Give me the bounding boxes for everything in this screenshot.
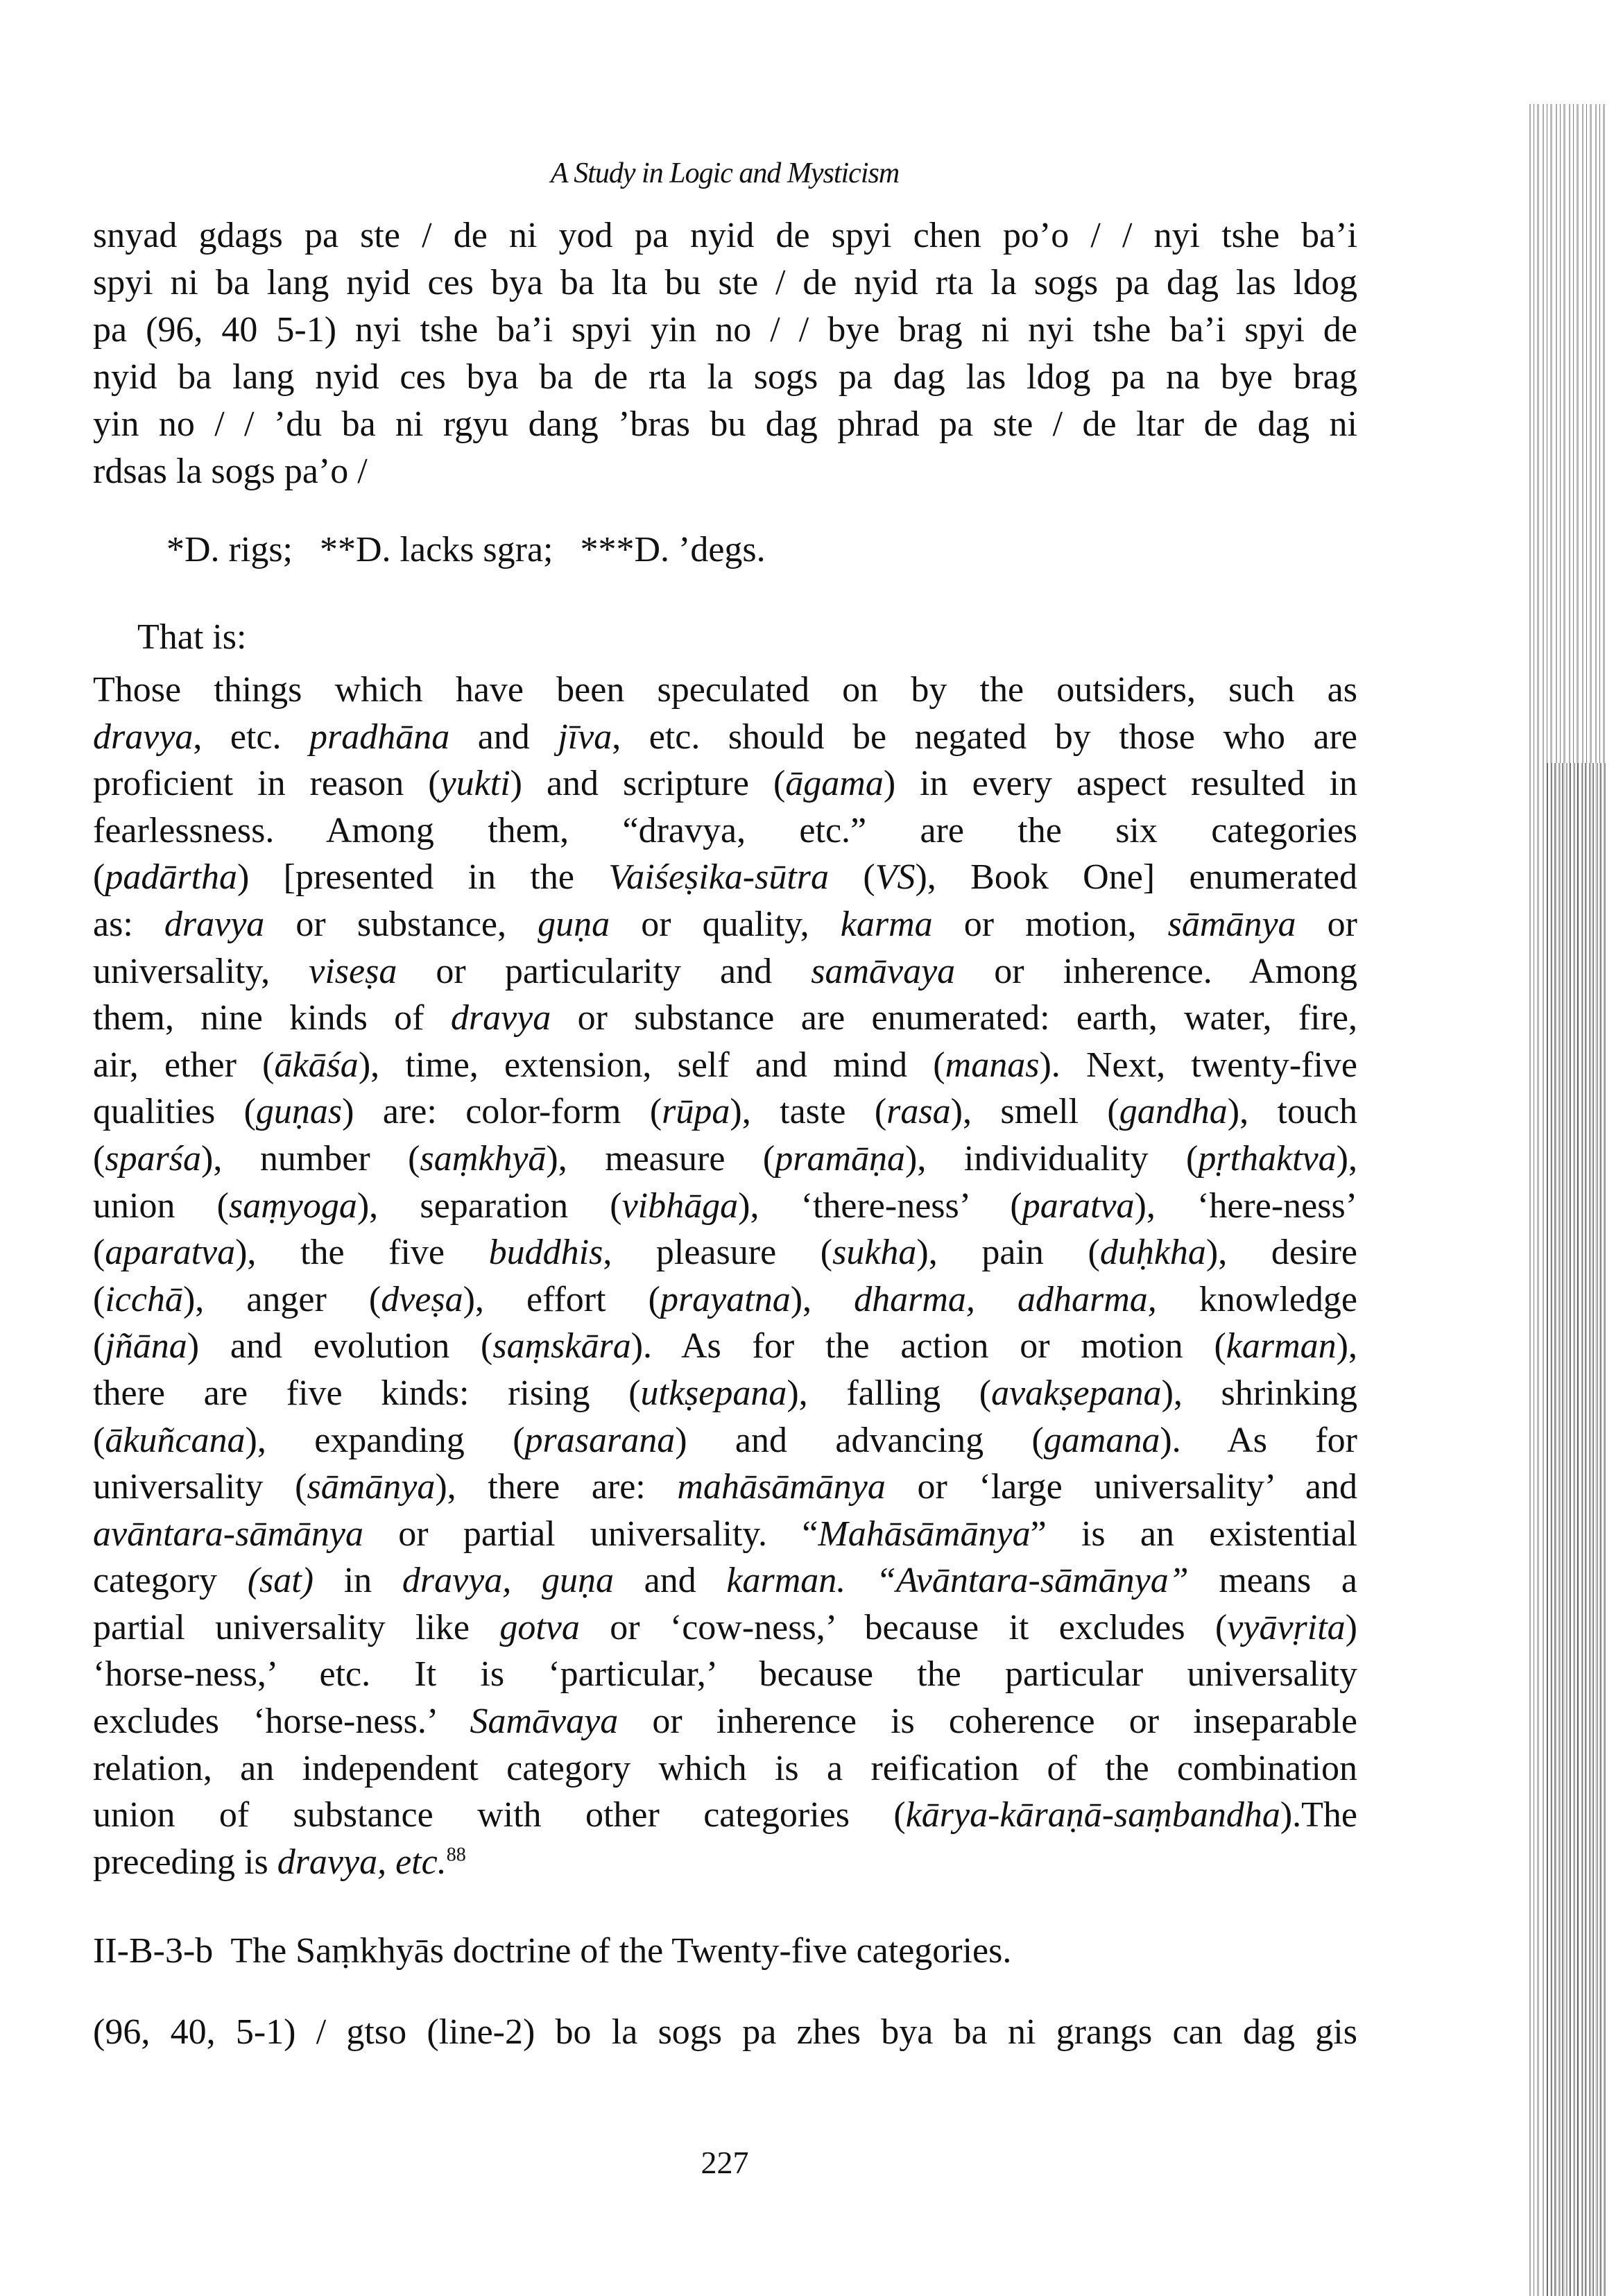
text-run: universality ( [93, 1467, 307, 1507]
text-line [93, 401, 1357, 448]
italic-term: jīva [558, 717, 612, 757]
italic-term: prasarana [524, 1420, 676, 1460]
italic-term: padārtha [105, 857, 238, 898]
text-run: ), expanding ( [245, 1420, 525, 1460]
text-run: ), time, extension, self and mind ( [358, 1045, 945, 1085]
text-run: or [1296, 904, 1357, 944]
italic-term: icchā [105, 1279, 183, 1319]
footnote-reference: 88 [446, 1844, 466, 1866]
text-run: means a [1188, 1561, 1357, 1601]
italic-term: dharma, adharma, [854, 1279, 1157, 1319]
text-run: , etc. should be negated by those who are [612, 717, 1357, 757]
italic-term: sparśa [105, 1138, 202, 1179]
text-run: ), taste ( [730, 1092, 887, 1132]
italic-term: guṇa [538, 904, 610, 944]
text-run: ) and advancing ( [675, 1420, 1044, 1460]
italic-term: saṃyoga [228, 1185, 357, 1226]
text-run: ), smell ( [950, 1092, 1119, 1132]
text-run: union ( [93, 1185, 229, 1226]
italic-term: rūpa [662, 1092, 730, 1132]
text-run: ), ‘there-ness’ ( [738, 1185, 1022, 1226]
text-run: ), ‘here-ness’ [1134, 1185, 1358, 1226]
text-run: and [613, 1561, 727, 1601]
italic-term: samāvaya [811, 951, 956, 991]
italic-term: Mahāsāmānya [818, 1514, 1031, 1554]
text-run: yin no / / ’du ba ni rgyu dang ’bras bu dag phrad pa ste / de ltar de dag ni [93, 404, 1357, 444]
italic-term: (sat) [247, 1561, 314, 1601]
text-line [93, 1604, 1357, 1652]
italic-term: paratva [1022, 1185, 1135, 1226]
italic-term: dravya, etc. [277, 1842, 447, 1882]
text-run: ) and scripture ( [510, 764, 786, 804]
tibetan-passage [93, 212, 1357, 495]
italic-term: karman [1226, 1326, 1337, 1367]
text-run: ), individuality ( [905, 1138, 1199, 1179]
italic-term: dravya [164, 904, 265, 944]
text-line [93, 1183, 1357, 1230]
text-run: them, nine kinds of [93, 998, 451, 1038]
text-run: ), anger ( [182, 1279, 381, 1319]
text-line [93, 1136, 1357, 1183]
italic-term: dveṣa [381, 1279, 463, 1319]
text-run: or partial universality. “ [363, 1514, 818, 1554]
text-run: or particularity and [397, 951, 812, 991]
text-line [93, 1323, 1357, 1370]
italic-term: jñāna [105, 1326, 187, 1367]
text-line [93, 854, 1357, 901]
text-run: ). As for the action or motion ( [630, 1326, 1226, 1367]
text-run: proficient in reason ( [93, 764, 440, 804]
text-run: ). As for [1160, 1420, 1357, 1460]
text-run: ), there are: [435, 1467, 678, 1507]
scan-binding-shadow [1547, 763, 1606, 2296]
text-run: qualities ( [93, 1092, 256, 1132]
text-run: knowledge [1156, 1279, 1358, 1319]
italic-term: pradhāna [309, 717, 450, 757]
text-run: , etc. [193, 717, 309, 757]
text-run: or substance are enumerated: earth, water, fire, [551, 998, 1357, 1038]
text-line [93, 1088, 1357, 1136]
text-run: ), measure ( [546, 1138, 775, 1179]
text-line [93, 1229, 1357, 1276]
italic-term: pramāṇa [775, 1138, 906, 1179]
text-line [93, 1042, 1357, 1089]
text-run: ( [93, 857, 105, 898]
italic-term: VS [875, 857, 916, 898]
text-run: air, ether ( [93, 1045, 275, 1085]
text-run: in [314, 1561, 402, 1601]
text-run: ), touch [1227, 1092, 1357, 1132]
text-run: or substance, [264, 904, 538, 944]
italic-term: sukha [832, 1233, 917, 1273]
text-run: preceding is [93, 1842, 277, 1882]
translation-paragraph [93, 667, 1357, 1885]
italic-term: dravya [93, 717, 194, 757]
text-line [93, 259, 1357, 307]
text-run: spyi ni ba lang nyid ces bya ba lta bu ste / de nyid rta la sogs pa dag las ldog [93, 263, 1357, 302]
text-line [93, 948, 1357, 995]
text-run: ) in every aspect resulted in [883, 764, 1357, 804]
italic-term: sāmānya [307, 1467, 436, 1507]
italic-term: sāmānya [1167, 904, 1296, 944]
text-run: or ‘large universality’ and [885, 1467, 1357, 1507]
italic-term: gandha [1119, 1092, 1228, 1132]
text-run: ( [93, 1420, 105, 1460]
text-run: ), pain ( [916, 1233, 1100, 1273]
text-line [93, 1651, 1357, 1698]
italic-term: utkṣepana [640, 1373, 787, 1413]
italic-term: ākuñcana [105, 1420, 246, 1460]
text-run: snyad gdags pa ste / de ni yod pa nyid de spyi chen po’o / / nyi tshe ba’i [93, 216, 1357, 255]
text-line [93, 307, 1357, 354]
italic-term: gotva [499, 1607, 580, 1647]
text-run: rdsas la sogs pa’o / [93, 452, 368, 491]
italic-term: āgama [785, 764, 884, 804]
text-run: or motion, [932, 904, 1168, 944]
text-line [93, 714, 1357, 761]
text-line [93, 1839, 1357, 1886]
text-run: pa (96, 40 5-1) nyi tshe ba’i spyi yin no / / bye brag ni nyi tshe ba’i spyi de [93, 310, 1357, 350]
text-line [93, 1464, 1357, 1511]
text-run: ), [1336, 1326, 1357, 1367]
text-run: or inherence is coherence or inseparable [618, 1702, 1357, 1742]
that-is-label: That is: [137, 617, 247, 657]
text-run: ), the five [235, 1233, 489, 1273]
text-run: category [93, 1561, 248, 1601]
italic-term: Samāvaya [470, 1702, 619, 1742]
italic-term: viseṣa [309, 951, 397, 991]
text-line [93, 667, 1357, 714]
text-run: or ‘cow-ness,’ because it excludes ( [579, 1607, 1228, 1647]
italic-term: manas [945, 1045, 1040, 1085]
text-run: ( [829, 857, 875, 898]
italic-term: buddhis [488, 1233, 603, 1273]
italic-term: karman. “Avāntara-sāmānya” [726, 1561, 1189, 1601]
text-line [93, 1417, 1357, 1464]
text-line [93, 1557, 1357, 1604]
italic-term: vyāvṛita [1227, 1607, 1346, 1647]
text-line [93, 901, 1357, 948]
text-line [93, 995, 1357, 1042]
italic-term: yukti [440, 764, 510, 804]
text-run: excludes ‘horse-ness.’ [93, 1702, 470, 1742]
italic-term: ākāśa [274, 1045, 359, 1085]
next-passage [93, 2009, 1357, 2056]
text-line [93, 760, 1357, 807]
text-run: ( [93, 1233, 105, 1273]
text-run: or inherence. Among [955, 951, 1358, 991]
text-run: and [449, 717, 558, 757]
italic-term: dravya, guṇa [402, 1561, 614, 1601]
text-line [93, 1698, 1357, 1745]
text-run: ). Next, twenty-five [1039, 1045, 1357, 1085]
text-run: relation, an independent category which is a reification of the combination [93, 1748, 1357, 1788]
text-line [93, 1745, 1357, 1792]
text-run: nyid ba lang nyid ces bya ba de rta la sogs pa dag las ldog pa na bye brag [93, 357, 1357, 397]
italic-term: vibhāga [621, 1185, 739, 1226]
section-heading: II-B-3-b The Saṃkhyās doctrine of the Twenty-five categories. [93, 1931, 1012, 1971]
text-line [93, 448, 1357, 495]
text-run: universality, [93, 951, 309, 991]
italic-term: duḥkha [1099, 1233, 1206, 1273]
text-run: ).The [1280, 1795, 1357, 1835]
italic-term: pṛthaktva [1198, 1138, 1337, 1179]
italic-term: saṃskāra [492, 1326, 631, 1367]
text-run: ), shrinking [1161, 1373, 1357, 1413]
running-header: A Study in Logic and Mysticism [550, 157, 900, 189]
text-run: fearlessness. Among them, “dravya, etc.” are the six categories [93, 810, 1357, 850]
page-number: 227 [701, 2145, 749, 2180]
italic-term: Vaiśeṣika-sūtra [608, 857, 830, 898]
text-run: ) and evolution ( [187, 1326, 493, 1367]
text-run: Those things which have been speculated on by the outsiders, such as [93, 670, 1357, 710]
text-line [93, 1276, 1357, 1323]
text-line: (96, 40, 5-1) / gtso (line-2) bo la sogs pa zhes bya ba ni grangs can dag gis [93, 2012, 1357, 2052]
text-line [93, 1792, 1357, 1839]
text-run: union of substance with other categories ( [93, 1795, 906, 1835]
italic-term: rasa [886, 1092, 951, 1132]
footnote-variants: *D. rigs; **D. lacks sgra; ***D. ’degs. [166, 530, 766, 569]
italic-term: avāntara-sāmānya [93, 1514, 363, 1554]
text-run: ‘horse-ness,’ etc. It is ‘particular,’ because the particular universality [93, 1654, 1357, 1695]
italic-term: avakṣepana [991, 1373, 1162, 1413]
text-run: ( [93, 1138, 105, 1179]
italic-term: dravya [450, 998, 551, 1038]
text-line [93, 1511, 1357, 1558]
text-line [93, 354, 1357, 401]
text-line [93, 212, 1357, 259]
text-run: ( [93, 1326, 105, 1367]
text-run: ), desire [1205, 1233, 1357, 1273]
text-run: ( [93, 1279, 105, 1319]
italic-term: guṇas [255, 1092, 343, 1132]
italic-term: mahāsāmānya [677, 1467, 886, 1507]
text-run: there are five kinds: rising ( [93, 1373, 641, 1413]
text-line [93, 1370, 1357, 1417]
text-run: ), [790, 1279, 855, 1319]
italic-term: kārya-kāraṇā-saṃbandha [905, 1795, 1280, 1835]
text-run: or quality, [610, 904, 841, 944]
italic-term: karma [840, 904, 933, 944]
text-run: ), falling ( [787, 1373, 992, 1413]
text-run: partial universality like [93, 1607, 500, 1647]
text-run: ), number ( [201, 1138, 420, 1179]
text-run: , pleasure ( [603, 1233, 833, 1273]
text-run: ) [1345, 1607, 1357, 1647]
text-run: ), [1336, 1138, 1357, 1179]
text-run: ), Book One] enumerated [915, 857, 1357, 898]
italic-term: prayatna [660, 1279, 791, 1319]
italic-term: gamana [1043, 1420, 1160, 1460]
text-run: ), effort ( [463, 1279, 660, 1319]
text-run: as: [93, 904, 164, 944]
text-run: ” is an existential [1030, 1514, 1358, 1554]
text-line [93, 807, 1357, 855]
text-run: ), separation ( [357, 1185, 622, 1226]
italic-term: aparatva [105, 1233, 236, 1273]
italic-term: saṃkhyā [420, 1138, 547, 1179]
text-run: ) [presented in the [237, 857, 609, 898]
text-run: ) are: color-form ( [342, 1092, 662, 1132]
